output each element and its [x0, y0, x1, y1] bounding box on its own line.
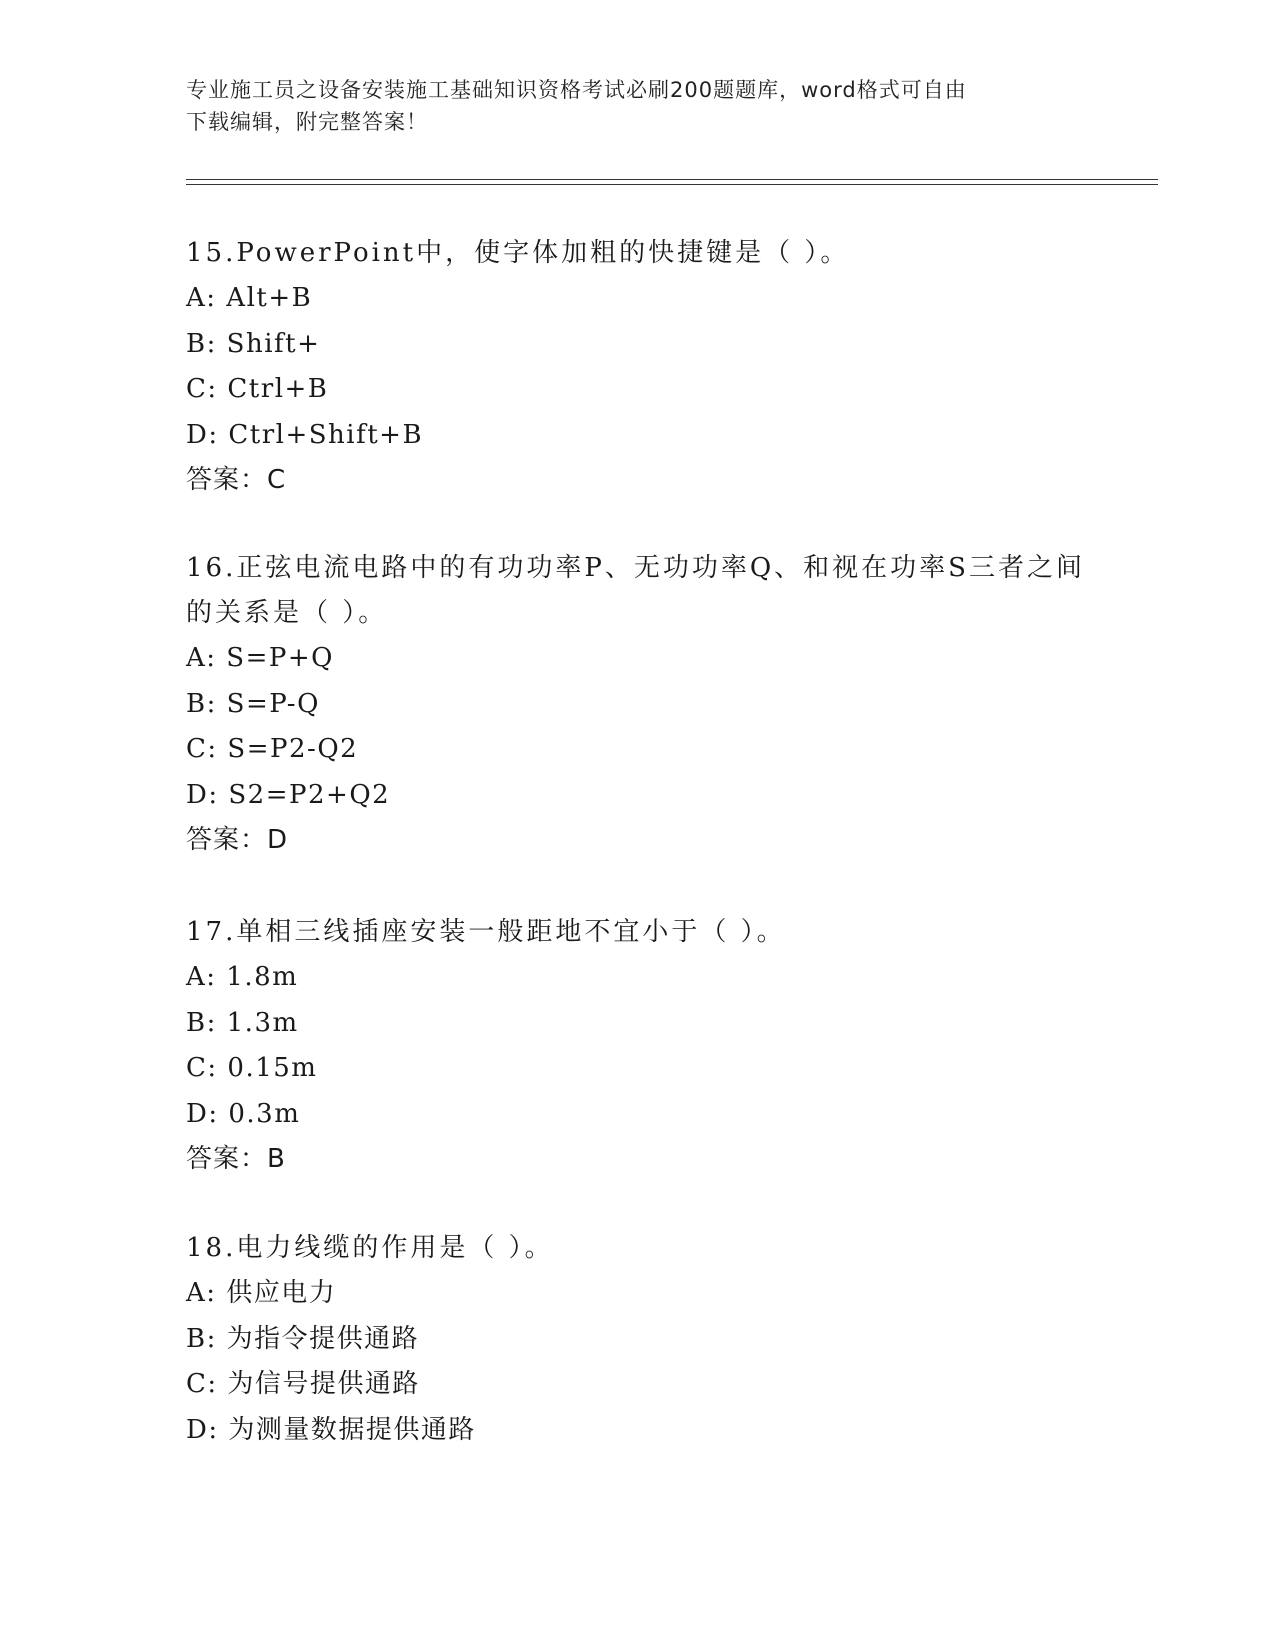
- option-c: C: 为信号提供通路: [186, 1369, 420, 1399]
- question-17: [186, 910, 1086, 1182]
- question-stem: 15.PowerPoint中，使字体加粗的快捷键是（ ）。: [186, 238, 850, 268]
- option-b: B: 1.3m: [186, 1007, 299, 1038]
- option-c: C: S=P2-Q2: [186, 734, 359, 764]
- header-line-1: 专业施工员之设备安装施工基础知识资格考试必刷200题题库，word格式可自由: [186, 78, 967, 102]
- option-b: B: Shift+: [186, 328, 321, 359]
- question-18: [186, 1226, 1086, 1453]
- answer: 答案：B: [186, 1144, 286, 1174]
- option-d: D: 0.3m: [186, 1098, 301, 1129]
- header-divider-bottom: [186, 184, 1158, 185]
- option-a: A: 1.8m: [186, 962, 299, 992]
- question-stem: 16.正弦电流电路中的有功功率P、无功功率Q、和视在功率S三者之间的关系是（ ）。: [186, 553, 1085, 628]
- header-divider-top: [186, 179, 1158, 180]
- option-d: D: 为测量数据提供通路: [186, 1414, 476, 1445]
- answer: 答案：C: [186, 465, 287, 495]
- option-c: C: Ctrl+B: [186, 374, 329, 404]
- answer: 答案：D: [186, 825, 289, 855]
- question-15: [186, 231, 1086, 503]
- question-16: [186, 546, 1086, 863]
- option-b: B: 为指令提供通路: [186, 1323, 420, 1354]
- option-d: D: Ctrl+Shift+B: [186, 419, 424, 450]
- document-header: [186, 74, 1086, 138]
- option-c: C: 0.15m: [186, 1053, 318, 1083]
- option-a: A: S=P+Q: [186, 643, 334, 673]
- option-b: B: S=P-Q: [186, 688, 320, 719]
- question-stem: 18.电力线缆的作用是（ ）。: [186, 1233, 554, 1263]
- option-a: A: 供应电力: [186, 1278, 337, 1308]
- option-d: D: S2=P2+Q2: [186, 779, 391, 810]
- question-stem: 17.单相三线插座安装一般距地不宜小于（ ）。: [186, 917, 786, 947]
- option-a: A: Alt+B: [186, 283, 313, 313]
- header-line-2: 下载编辑，附完整答案！: [186, 110, 428, 134]
